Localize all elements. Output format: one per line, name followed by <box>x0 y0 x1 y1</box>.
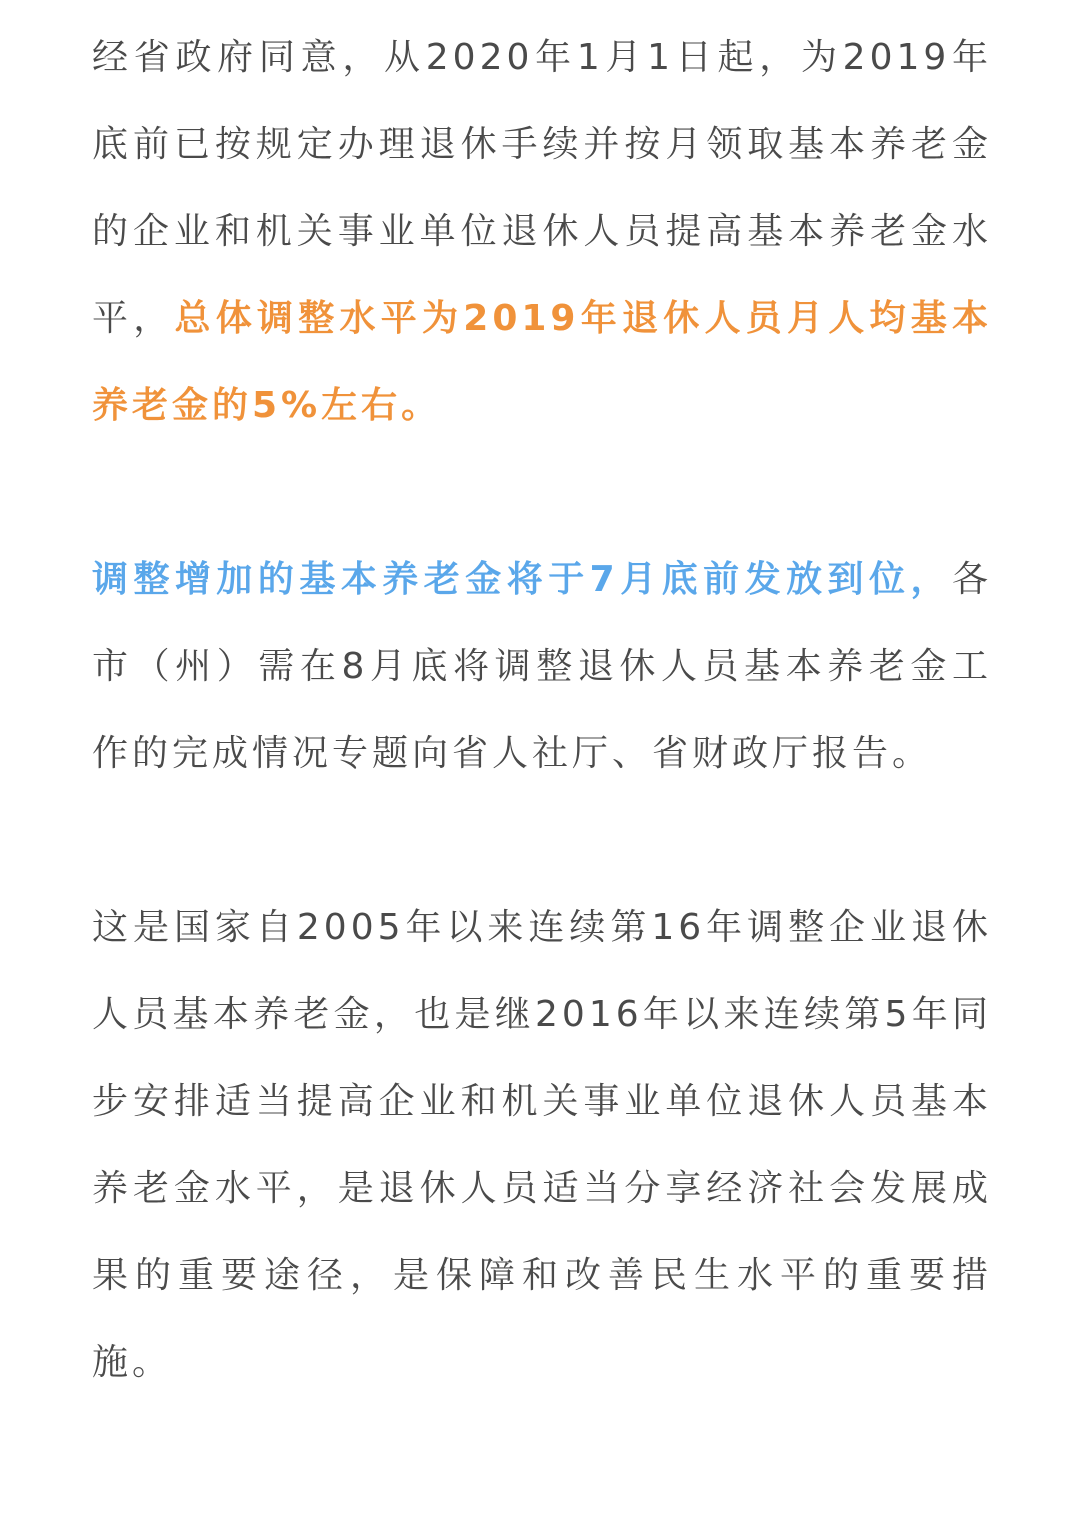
highlight-payment-deadline: 调整增加的基本养老金将于7月底前发放到位， <box>92 559 952 600</box>
article-body <box>92 14 992 1406</box>
paragraph-report-text: 各市（州）需在8月底将调整退休人员基本养老金工作的完成情况专题向省人社厅、省财政厅报告。 <box>92 559 992 774</box>
paragraph-background <box>92 884 992 1406</box>
paragraph-background-text: 这是国家自2005年以来连续第16年调整企业退休人员基本养老金，也是继2016年以来连续第5年同步安排适当提高企业和机关事业单位退休人员基本养老金水平，是退休人员适当分享经济社会发展成果的重要途径，是保障和改善民生水平的重要措施。 <box>92 907 992 1383</box>
paragraph-payment-deadline <box>92 536 992 797</box>
highlight-adjustment-level: 总体调整水平为2019年退休人员月人均基本养老金的5%左右。 <box>92 298 992 426</box>
paragraph-intro-text: 经省政府同意，从2020年1月1日起，为2019年底前已按规定办理退休手续并按月领取基本养老金的企业和机关事业单位退休人员提高基本养老金水平， <box>92 37 992 339</box>
paragraph-pension-adjustment <box>92 14 992 449</box>
